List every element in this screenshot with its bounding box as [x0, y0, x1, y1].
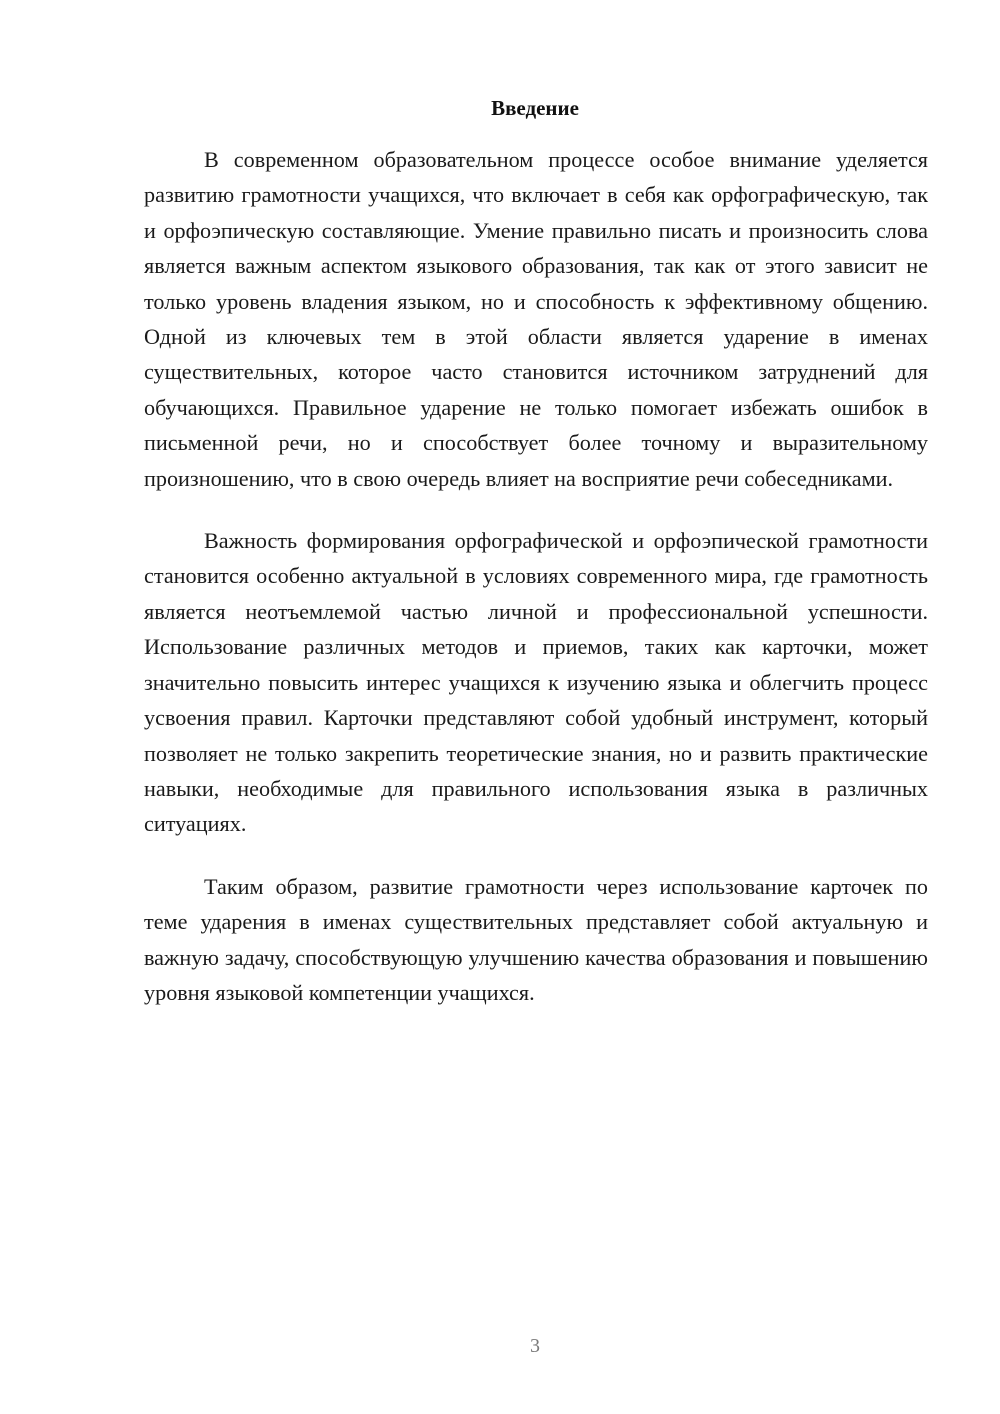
- page-number: 3: [530, 1335, 540, 1357]
- paragraph-2: Важность формирования орфографической и орфоэпической грамотности становится особенно актуальной в условиях современного мира, где грамотность является неотъемлемой частью личной и профессиональной успешности. Использование различных методов и приемов, таких как карточки, может значительно повысить интерес учащихся к изучению языка и облегчить процесс усвоения правил. Карточки представляют собой удобный инструмент, который позволяет не только закрепить теоретические знания, но и развить практические навыки, необходимые для правильного использования языка в различных ситуациях.: [144, 528, 928, 837]
- paragraph-1: В современном образовательном процессе особое внимание уделяется развитию грамотности учащихся, что включает в себя как орфографическую, так и орфоэпическую составляющие. Умение правильно писать и произносить слова является важным аспектом языкового образования, так как от этого зависит не только уровень владения языком, но и способность к эффективному общению. Одной из ключевых тем в этой области является ударение в именах существительных, которое часто становится источником затруднений для обучающихся. Правильное ударение не только помогает избежать ошибок в письменной речи, но и способствует более точному и выразительному произношению, что в свою очередь влияет на восприятие речи собеседниками.: [144, 147, 928, 491]
- paragraph-3: Таким образом, развитие грамотности через использование карточек по теме ударения в именах существительных представляет собой актуальную и важную задачу, способствующую улучшению качества образования и повышению уровня языковой компетенции учащихся.: [144, 873, 928, 1005]
- body-text: [144, 142, 928, 1037]
- section-title: Введение: [491, 96, 579, 120]
